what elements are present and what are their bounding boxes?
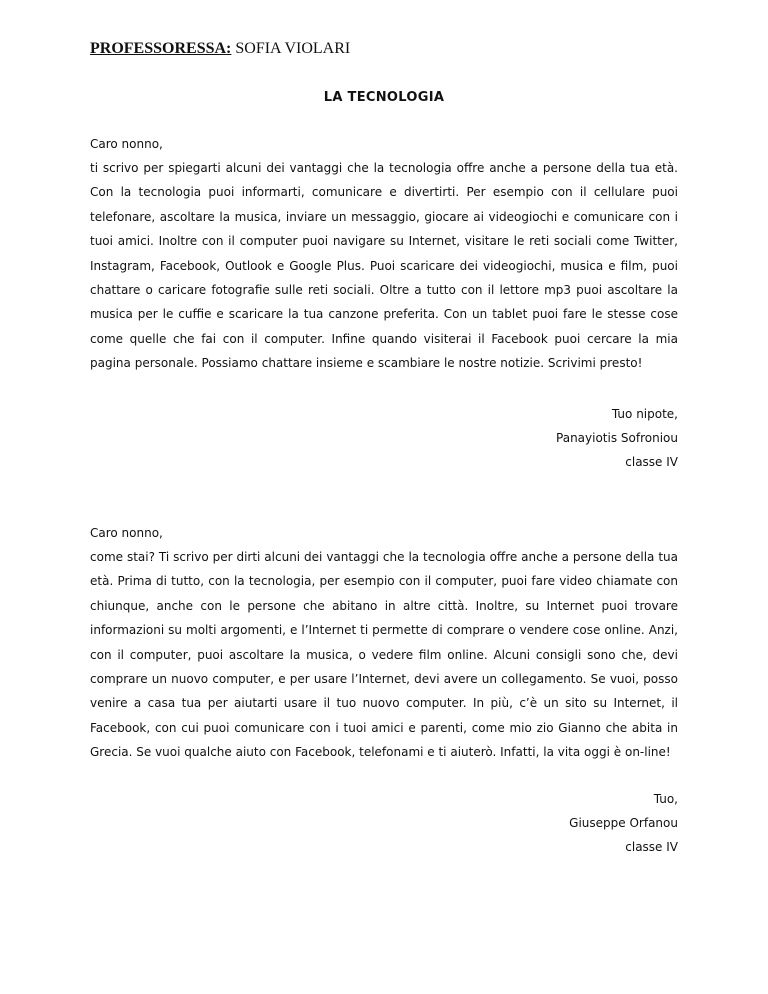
letter-1 (90, 132, 678, 474)
teacher-name: SOFIA VIOLARI (235, 40, 351, 57)
letter-2-greeting: Caro nonno, (90, 526, 163, 540)
letter-2-body: come stai? Ti scrivo per dirti alcuni dei vantaggi che la tecnologia offre anche a persone della tua età. Prima di tutto, con la tecnologia, per esempio con il computer, puoi fare video chiamate con chiunque, anche con le persone che abitano in altre città. Inoltre, su Internet puoi trovare informazioni su molti argomenti, e l’Internet ti permette di comprare o vendere cose online. Anzi, con il computer, puoi ascoltare la musica, o vedere film online. Alcuni consigli sono che, devi comprare un nuovo computer, e per usare l’Internet, devi avere un collegamento. Se vuoi, posso venire a casa tua per aiutarti usare il tuo nuovo computer. In più, c’è un sito su Internet, il Facebook, con cui puoi comunicare con i tuoi amici e parenti, come mio zio Gianno che abita in Grecia. Se vuoi qualche aiuto con Facebook, telefonami e ti aiuterò. Infatti, la vita oggi è on-line! (90, 550, 678, 760)
teacher-label: PROFESSORESSA: (90, 40, 232, 57)
document-title: LA TECNOLOGIA (323, 90, 445, 105)
letter-2 (90, 521, 678, 859)
letter-1-author: Panayiotis Sofroniou (556, 430, 678, 445)
letter-2-closing: Tuo, (653, 791, 678, 806)
letter-2-author: Giuseppe Orfanou (569, 815, 678, 830)
letter-1-closing: Tuo nipote, (611, 406, 678, 421)
letter-1-signoff (90, 402, 678, 474)
letter-1-class: classe IV (625, 454, 678, 469)
letter-2-signoff (90, 787, 678, 859)
letter-1-body: ti scrivo per spiegarti alcuni dei vantaggi che la tecnologia offre anche a persone della tua età. Con la tecnologia puoi informarti, comunicare e divertirti. Per esempio con il cellulare puoi telefonare, ascoltare la musica, inviare un messaggio, giocare ai videogiochi e comunicare con i tuoi amici. Inoltre con il computer puoi navigare su Internet, visitare le reti sociali come Twitter, Instagram, Facebook, Outlook e Google Plus. Puoi scaricare dei videogiochi, musica e film, puoi chattare o caricare fotografie sulle reti sociali. Oltre a tutto con il lettore mp3 puoi ascoltare la musica per le cuffie e scaricare la tua canzone preferita. Con un tablet puoi fare le stesse cose come quelle che fai con il computer. Infine quando visiterai il Facebook puoi cercare la mia pagina personale. Possiamo chattare insieme e scambiare le nostre notizie. Scrivimi presto! (90, 161, 678, 371)
letter-1-greeting: Caro nonno, (90, 137, 163, 151)
letter-2-class: classe IV (625, 839, 678, 854)
teacher-header (90, 40, 350, 58)
